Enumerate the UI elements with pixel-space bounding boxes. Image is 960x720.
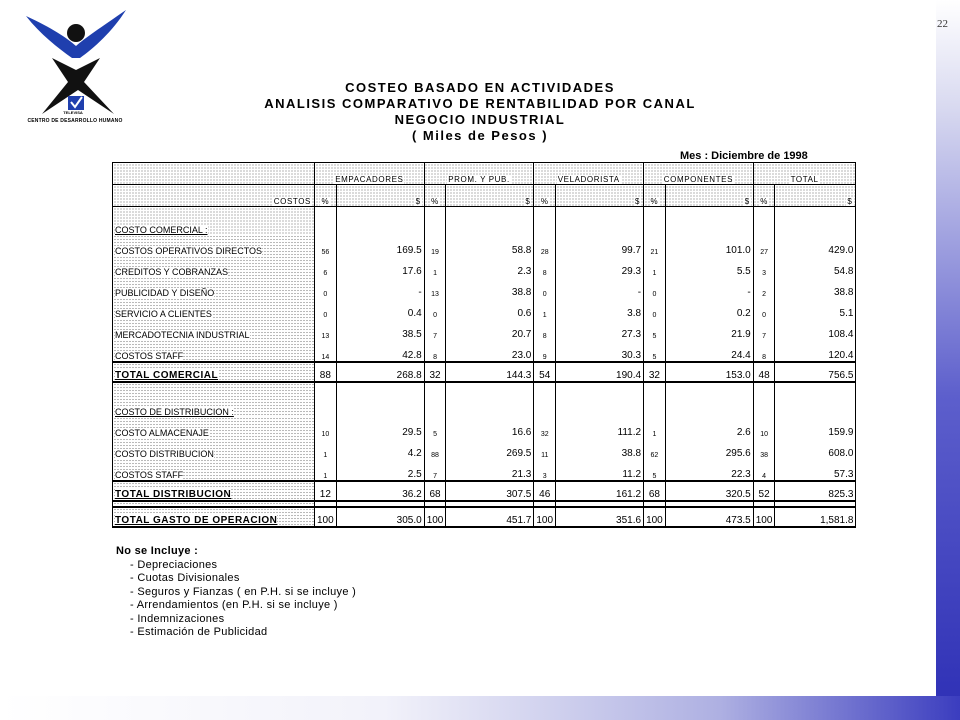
amount-cell: 295.6	[665, 438, 753, 459]
amount-cell: 0.6	[446, 298, 534, 319]
amount-cell: 20.7	[446, 319, 534, 340]
amount-header: $	[775, 185, 856, 207]
notes-heading: No se Incluye :	[116, 545, 199, 557]
pct-cell: 5	[644, 459, 666, 481]
amount-cell: 5.1	[775, 298, 856, 319]
amount-cell: 5.5	[665, 256, 753, 277]
spacer-cell	[315, 382, 337, 389]
channel-header: COMPONENTES	[644, 163, 754, 185]
amount-cell: 2.6	[665, 417, 753, 438]
pct-cell: 28	[534, 235, 556, 256]
empty-cell	[665, 207, 753, 236]
pct-cell: 5	[644, 319, 666, 340]
amount-cell: 21.9	[665, 319, 753, 340]
amount-cell: 38.8	[446, 277, 534, 298]
note-item: - Indemnizaciones	[130, 612, 225, 625]
section-title: COSTO COMERCIAL :	[113, 207, 315, 236]
pct-cell: 68	[644, 481, 666, 501]
pct-cell: 8	[424, 340, 446, 362]
table-row	[113, 277, 856, 298]
table-row	[113, 459, 856, 481]
spacer-cell	[556, 382, 644, 389]
pct-cell: 8	[753, 340, 775, 362]
amount-cell: -	[665, 277, 753, 298]
pct-cell: 88	[424, 438, 446, 459]
pct-cell: 32	[424, 362, 446, 382]
pct-cell: 32	[534, 417, 556, 438]
pct-cell: 3	[534, 459, 556, 481]
amount-cell: 2.3	[446, 256, 534, 277]
pct-cell: 27	[753, 235, 775, 256]
empty-cell	[315, 207, 337, 236]
amount-cell: 54.8	[775, 256, 856, 277]
row-label: COSTO DISTRIBUCION	[113, 438, 315, 459]
pct-cell: 0	[644, 277, 666, 298]
amount-cell: 756.5	[775, 362, 856, 382]
spacer-cell	[753, 382, 775, 389]
section-total-row	[113, 481, 856, 501]
empty-cell	[424, 389, 446, 417]
pct-cell: 10	[753, 417, 775, 438]
amount-cell: 108.4	[775, 319, 856, 340]
pct-cell: 0	[534, 277, 556, 298]
empty-cell	[644, 389, 666, 417]
channel-header: PROM. Y PUB.	[424, 163, 534, 185]
pct-cell: 62	[644, 438, 666, 459]
pct-header: %	[753, 185, 775, 207]
amount-cell: 451.7	[446, 507, 534, 527]
amount-cell: 27.3	[556, 319, 644, 340]
amount-cell: 4.2	[336, 438, 424, 459]
notes-list	[116, 559, 356, 640]
amount-cell: 38.8	[556, 438, 644, 459]
section-title: COSTO DE DISTRIBUCION :	[113, 389, 315, 417]
pct-cell: 1	[644, 256, 666, 277]
section-title-row	[113, 207, 856, 236]
spacer-row	[113, 382, 856, 389]
pct-cell: 0	[315, 298, 337, 319]
logo-brand: TELEVISA	[63, 110, 83, 115]
empty-cell	[753, 389, 775, 417]
pct-cell: 12	[315, 481, 337, 501]
amount-cell: 101.0	[665, 235, 753, 256]
amount-cell: 38.8	[775, 277, 856, 298]
spacer-cell	[113, 382, 315, 389]
amount-cell: 0.2	[665, 298, 753, 319]
pct-cell: 46	[534, 481, 556, 501]
pct-cell: 68	[424, 481, 446, 501]
row-label: COSTOS STAFF	[113, 340, 315, 362]
exclusions-note	[116, 545, 356, 640]
amount-cell: -	[556, 277, 644, 298]
amount-cell: 42.8	[336, 340, 424, 362]
pct-cell: 0	[753, 298, 775, 319]
amount-cell: 24.4	[665, 340, 753, 362]
title-line-2: ANALISIS COMPARATIVO DE RENTABILIDAD POR CANAL	[264, 96, 696, 111]
pct-cell: 7	[753, 319, 775, 340]
section-total-row	[113, 362, 856, 382]
spacer-cell	[644, 382, 666, 389]
decorative-side-band	[936, 0, 960, 720]
title-line-4: ( Miles de Pesos )	[411, 128, 549, 143]
pct-cell: 9	[534, 340, 556, 362]
pct-cell: 19	[424, 235, 446, 256]
spacer-cell	[424, 382, 446, 389]
pct-cell: 13	[315, 319, 337, 340]
pct-cell: 8	[534, 256, 556, 277]
pct-cell: 2	[753, 277, 775, 298]
amount-header: $	[446, 185, 534, 207]
pct-cell: 0	[644, 298, 666, 319]
pct-cell: 7	[424, 459, 446, 481]
amount-cell: 3.8	[556, 298, 644, 319]
pct-header: %	[644, 185, 666, 207]
note-item: - Depreciaciones	[130, 558, 218, 571]
amount-cell: 0.4	[336, 298, 424, 319]
row-label: MERCADOTECNIA INDUSTRIAL	[113, 319, 315, 340]
spacer-cell	[665, 382, 753, 389]
channel-header: VELADORISTA	[534, 163, 644, 185]
empty-cell	[446, 207, 534, 236]
amount-cell: 473.5	[665, 507, 753, 527]
empty-cell	[424, 207, 446, 236]
empty-cell	[775, 207, 856, 236]
amount-cell: 11.2	[556, 459, 644, 481]
amount-cell: 190.4	[556, 362, 644, 382]
pct-cell: 6	[315, 256, 337, 277]
table-body	[113, 163, 856, 528]
pct-cell: 1	[315, 459, 337, 481]
grand-total-row	[113, 507, 856, 527]
pct-cell: 54	[534, 362, 556, 382]
pct-cell: 13	[424, 277, 446, 298]
amount-cell: 307.5	[446, 481, 534, 501]
pct-header: %	[315, 185, 337, 207]
empty-cell	[556, 207, 644, 236]
title-line-3: NEGOCIO INDUSTRIAL	[394, 112, 566, 127]
spacer-cell	[336, 382, 424, 389]
amount-cell: 351.6	[556, 507, 644, 527]
pct-cell: 32	[644, 362, 666, 382]
amount-cell: 16.6	[446, 417, 534, 438]
pct-cell: 52	[753, 481, 775, 501]
logo-caption: CENTRO DE DESARROLLO HUMANO	[27, 118, 123, 124]
amount-cell: 23.0	[446, 340, 534, 362]
spacer-cell	[446, 382, 534, 389]
subheader-row	[113, 185, 856, 207]
pct-cell: 100	[424, 507, 446, 527]
empty-cell	[775, 389, 856, 417]
amount-cell: 161.2	[556, 481, 644, 501]
amount-cell: -	[336, 277, 424, 298]
amount-cell: 153.0	[665, 362, 753, 382]
amount-cell: 2.5	[336, 459, 424, 481]
table-row	[113, 438, 856, 459]
pct-cell: 100	[315, 507, 337, 527]
pct-cell: 48	[753, 362, 775, 382]
pct-cell: 0	[315, 277, 337, 298]
empty-cell	[644, 207, 666, 236]
spacer-cell	[775, 382, 856, 389]
logo-icon	[22, 8, 130, 124]
row-label: CREDITOS Y COBRANZAS	[113, 256, 315, 277]
amount-cell: 21.3	[446, 459, 534, 481]
pct-cell: 100	[644, 507, 666, 527]
pct-cell: 1	[644, 417, 666, 438]
amount-cell: 29.5	[336, 417, 424, 438]
amount-cell: 825.3	[775, 481, 856, 501]
pct-cell: 88	[315, 362, 337, 382]
amount-cell: 429.0	[775, 235, 856, 256]
amount-header: $	[665, 185, 753, 207]
amount-cell: 99.7	[556, 235, 644, 256]
empty-cell	[336, 207, 424, 236]
amount-cell: 30.3	[556, 340, 644, 362]
amount-cell: 38.5	[336, 319, 424, 340]
note-item: - Seguros y Fianzas ( en P.H. si se incluye )	[130, 585, 357, 598]
channel-header: EMPACADORES	[315, 163, 425, 185]
empty-cell	[556, 389, 644, 417]
row-label: PUBLICIDAD Y DISEÑO	[113, 277, 315, 298]
decorative-bottom-band	[0, 696, 960, 720]
table-row	[113, 417, 856, 438]
pct-cell: 38	[753, 438, 775, 459]
report-titles	[250, 80, 710, 144]
amount-cell: 57.3	[775, 459, 856, 481]
amount-cell: 29.3	[556, 256, 644, 277]
amount-cell: 17.6	[336, 256, 424, 277]
pct-cell: 10	[315, 417, 337, 438]
month-label: Mes : Diciembre de 1998	[680, 150, 808, 162]
amount-cell: 111.2	[556, 417, 644, 438]
pct-cell: 1	[315, 438, 337, 459]
channel-header-row	[113, 163, 856, 185]
empty-cell	[665, 389, 753, 417]
pct-cell: 8	[534, 319, 556, 340]
note-item: - Arrendamientos (en P.H. si se incluye )	[130, 599, 338, 611]
table-row	[113, 298, 856, 319]
row-label: SERVICIO A CLIENTES	[113, 298, 315, 319]
amount-cell: 1,581.8	[775, 507, 856, 527]
amount-cell: 268.8	[336, 362, 424, 382]
pct-header: %	[424, 185, 446, 207]
empty-cell	[534, 389, 556, 417]
section-title-row	[113, 389, 856, 417]
costs-header: COSTOS	[113, 185, 315, 207]
empty-cell	[336, 389, 424, 417]
note-item: - Estimación de Publicidad	[130, 626, 268, 638]
amount-cell: 144.3	[446, 362, 534, 382]
amount-cell: 58.8	[446, 235, 534, 256]
amount-cell: 305.0	[336, 507, 424, 527]
amount-header: $	[556, 185, 644, 207]
pct-cell: 5	[424, 417, 446, 438]
pct-cell: 100	[534, 507, 556, 527]
amount-cell: 159.9	[775, 417, 856, 438]
pct-cell: 56	[315, 235, 337, 256]
empty-cell	[315, 389, 337, 417]
pct-cell: 1	[424, 256, 446, 277]
amount-cell: 269.5	[446, 438, 534, 459]
pct-cell: 7	[424, 319, 446, 340]
pct-cell: 5	[644, 340, 666, 362]
pct-cell: 0	[424, 298, 446, 319]
pct-cell: 14	[315, 340, 337, 362]
cost-table	[112, 162, 856, 528]
empty-cell	[534, 207, 556, 236]
channel-header: TOTAL	[753, 163, 856, 185]
table-row	[113, 256, 856, 277]
row-label: TOTAL COMERCIAL	[113, 362, 315, 382]
spacer-cell	[534, 382, 556, 389]
pct-cell: 4	[753, 459, 775, 481]
title-line-1: COSTEO BASADO EN ACTIVIDADES	[345, 80, 615, 95]
pct-cell: 3	[753, 256, 775, 277]
row-label: TOTAL DISTRIBUCION	[113, 481, 315, 501]
pct-cell: 1	[534, 298, 556, 319]
table-row	[113, 340, 856, 362]
header-blank	[113, 163, 315, 185]
table-row	[113, 235, 856, 256]
amount-cell: 36.2	[336, 481, 424, 501]
page-number: 22	[937, 18, 948, 30]
note-item: - Cuotas Divisionales	[130, 572, 240, 584]
empty-cell	[446, 389, 534, 417]
pct-cell: 11	[534, 438, 556, 459]
amount-cell: 22.3	[665, 459, 753, 481]
row-label: COSTOS STAFF	[113, 459, 315, 481]
pct-header: %	[534, 185, 556, 207]
amount-cell: 320.5	[665, 481, 753, 501]
empty-cell	[753, 207, 775, 236]
table-row	[113, 319, 856, 340]
row-label: COSTO ALMACENAJE	[113, 417, 315, 438]
row-label: TOTAL GASTO DE OPERACION	[113, 507, 315, 527]
pct-cell: 100	[753, 507, 775, 527]
amount-cell: 169.5	[336, 235, 424, 256]
amount-cell: 120.4	[775, 340, 856, 362]
amount-header: $	[336, 185, 424, 207]
row-label: COSTOS OPERATIVOS DIRECTOS	[113, 235, 315, 256]
amount-cell: 608.0	[775, 438, 856, 459]
pct-cell: 21	[644, 235, 666, 256]
